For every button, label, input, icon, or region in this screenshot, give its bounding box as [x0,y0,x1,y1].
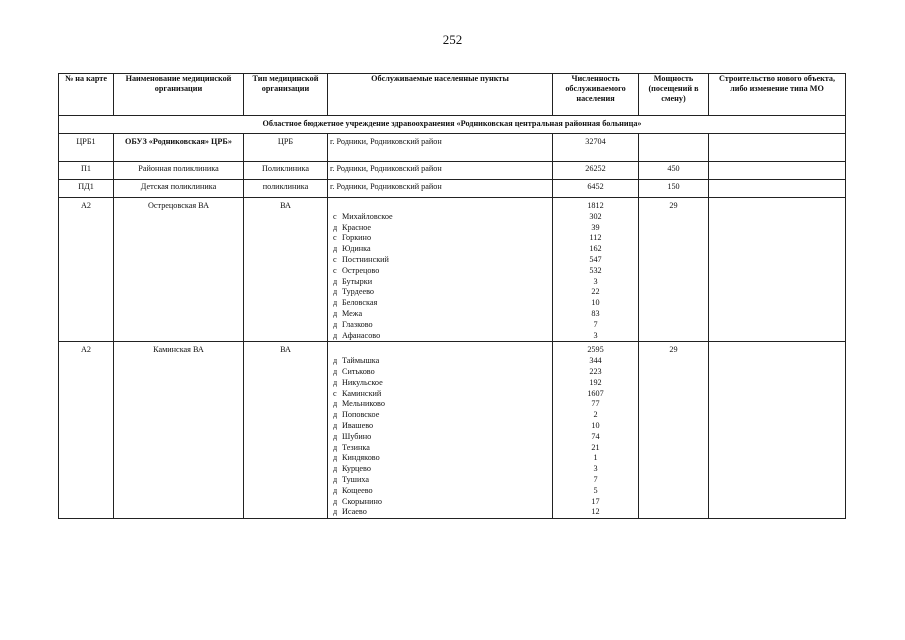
settlement-prefix: д [333,420,338,430]
cell-map-no: ПД1 [59,180,114,198]
settlement-prefix: с [333,388,337,398]
settlement-prefix: с [333,233,337,243]
settlement-item [330,464,550,475]
settlement-name: Ситьково [342,366,375,376]
population-count: 192 [589,377,602,387]
settlement-item [330,443,550,454]
cell-capacity: 450 [639,162,709,180]
population-total: 1812 [587,201,604,210]
settlement-name: Межа [342,308,363,318]
settlement-prefix: д [333,366,338,376]
population-count: 22 [591,287,600,297]
settlement-name: Кощеево [342,485,373,495]
settlement-name: Афанасово [342,330,381,340]
population-total: 2595 [587,345,604,355]
section-title: Областное бюджетное учреждение здравоохранения «Родниковская центральная районная больница» [59,116,846,134]
settlement-item [330,233,550,244]
settlement-prefix: д [333,464,338,474]
settlement-name: Постнинский [342,254,389,264]
settlement-name: Тезинка [342,442,370,452]
settlement-item [330,410,550,421]
cell-settlements: г. Родники, Родниковский район [328,134,553,162]
settlement-item [330,497,550,508]
list-spacer [330,201,550,212]
settlement-item [330,378,550,389]
population-count: 12 [591,507,600,517]
population-count: 10 [591,420,600,430]
settlement-item [330,421,550,432]
settlement-prefix: д [333,356,338,366]
settlement-item [330,356,550,367]
population-count: 17 [591,496,600,506]
settlement-prefix: д [333,474,338,484]
header-capacity: Мощность (посещений в смену) [639,74,709,116]
settlement-item [330,266,550,277]
settlement-name: Шубино [342,431,372,441]
settlement-prefix: д [333,298,338,308]
population-count: 83 [591,308,600,318]
population-count: 547 [589,254,602,264]
settlement-list [330,201,550,341]
population-count: 10 [591,298,600,308]
settlement-name: Бутырки [342,276,373,286]
population-count: 223 [589,366,602,376]
population-count: 3 [593,276,598,286]
settlement-item [330,244,550,255]
settlement-name: Михайловское [342,211,393,221]
table-row [59,162,846,180]
cell-settlements [328,342,553,519]
table-row-va [59,342,846,519]
settlement-prefix: д [333,244,338,254]
settlement-item [330,389,550,400]
cell-capacity [639,134,709,162]
header-map-no: № на карте [59,74,114,116]
cell-population: 26252 [553,162,639,180]
settlement-list [330,345,550,518]
medical-organizations-table [58,73,846,519]
cell-org-name: Районная поликлиника [114,162,244,180]
cell-population: 6452 [553,180,639,198]
settlement-name: Острецово [342,265,380,275]
population-count: 344 [589,356,602,366]
settlement-name: Поповское [342,410,380,420]
settlement-item [330,486,550,497]
settlement-name: Горкино [342,233,372,243]
settlement-prefix: д [333,496,338,506]
settlement-prefix: д [333,399,338,409]
cell-org-type: Поликлиника [244,162,328,180]
cell-org-name: Каминская ВА [114,342,244,519]
cell-construction [709,134,846,162]
settlement-item [330,331,550,342]
table-header-row [59,74,846,116]
settlement-prefix: д [333,319,338,329]
population-list [555,345,636,518]
settlement-item [330,320,550,331]
cell-construction [709,342,846,519]
header-org-type: Тип медицинской организации [244,74,328,116]
population-count: 162 [589,244,602,254]
table-row-crb [59,134,846,162]
population-list [555,201,636,341]
population-count: 5 [593,485,598,495]
settlement-name: Киндяково [342,453,380,463]
settlement-item [330,223,550,234]
cell-org-type: ЦРБ [244,134,328,162]
population-count: 112 [589,233,602,243]
cell-org-type: ВА [244,198,328,342]
cell-population: 32704 [553,134,639,162]
list-spacer [330,345,550,356]
cell-map-no: П1 [59,162,114,180]
population-count: 77 [591,399,600,409]
settlement-name: Юдинка [342,244,371,254]
cell-population [553,198,639,342]
settlement-name: Турдеево [342,287,375,297]
table-row [59,180,846,198]
settlement-name: Глазково [342,319,373,329]
population-count: 39 [591,222,600,232]
settlement-name: Скорынино [342,496,382,506]
cell-map-no: ЦРБ1 [59,134,114,162]
population-count: 21 [591,442,600,452]
settlement-name: Тушиха [342,474,369,484]
settlement-prefix: д [333,308,338,318]
population-count: 3 [593,330,598,340]
settlement-prefix: с [333,265,337,275]
cell-org-name: ОБУЗ «Родниковская» ЦРБ» [114,134,244,162]
settlement-prefix: с [333,211,337,221]
cell-map-no: А2 [59,342,114,519]
population-count: 1 [593,453,598,463]
cell-org-type: ВА [244,342,328,519]
section-row [59,116,846,134]
settlement-item [330,475,550,486]
population-count: 532 [589,265,602,275]
settlement-name: Никульское [342,377,383,387]
header-org-name: Наименование медицинской организации [114,74,244,116]
settlement-item [330,255,550,266]
table-row-va [59,198,846,342]
settlement-item [330,277,550,288]
settlement-item [330,287,550,298]
header-population: Численность обслуживаемого населения [553,74,639,116]
settlement-name: Ивашево [342,420,374,430]
settlement-name: Курцево [342,464,371,474]
population-count: 2 [593,410,598,420]
cell-construction [709,198,846,342]
settlement-prefix: д [333,377,338,387]
settlement-prefix: д [333,485,338,495]
cell-org-type: поликлиника [244,180,328,198]
settlement-item [330,367,550,378]
cell-settlements [328,198,553,342]
settlement-item [330,432,550,443]
settlement-item [330,212,550,223]
settlement-prefix: д [333,453,338,463]
cell-org-name: Острецовская ВА [114,198,244,342]
settlement-name: Таймышка [342,356,380,366]
settlement-prefix: с [333,254,337,264]
settlement-item [330,399,550,410]
population-count: 7 [593,474,598,484]
settlement-item [330,507,550,518]
settlement-prefix: д [333,330,338,340]
cell-capacity: 29 [639,342,709,519]
settlement-name: Мельниково [342,399,385,409]
settlement-prefix: д [333,410,338,420]
cell-org-name: Детская поликлиника [114,180,244,198]
population-count: 302 [589,211,602,221]
population-count: 74 [591,431,600,441]
settlement-prefix: д [333,442,338,452]
header-settlements: Обслуживаемые населенные пункты [328,74,553,116]
cell-construction [709,180,846,198]
cell-construction [709,162,846,180]
settlement-prefix: д [333,507,338,517]
settlement-name: Каминский [342,388,382,398]
cell-map-no: А2 [59,198,114,342]
population-count: 3 [593,464,598,474]
settlement-item [330,298,550,309]
cell-settlements: г. Родники, Родниковский район [328,162,553,180]
population-count: 7 [593,319,598,329]
settlement-name: Красное [342,222,372,232]
settlement-prefix: д [333,222,338,232]
cell-settlements: г. Родники, Родниковский район [328,180,553,198]
settlement-item [330,309,550,320]
cell-capacity: 29 [639,198,709,342]
settlement-prefix: д [333,276,338,286]
settlement-item [330,453,550,464]
settlement-name: Беловская [342,298,378,308]
settlement-name: Исаево [342,507,367,517]
header-construction: Строительство нового объекта, либо изменение типа МО [709,74,846,116]
cell-capacity: 150 [639,180,709,198]
settlement-prefix: д [333,287,338,297]
cell-population [553,342,639,519]
settlement-prefix: д [333,431,338,441]
page-number: 252 [442,32,463,47]
population-count: 1607 [587,388,604,398]
